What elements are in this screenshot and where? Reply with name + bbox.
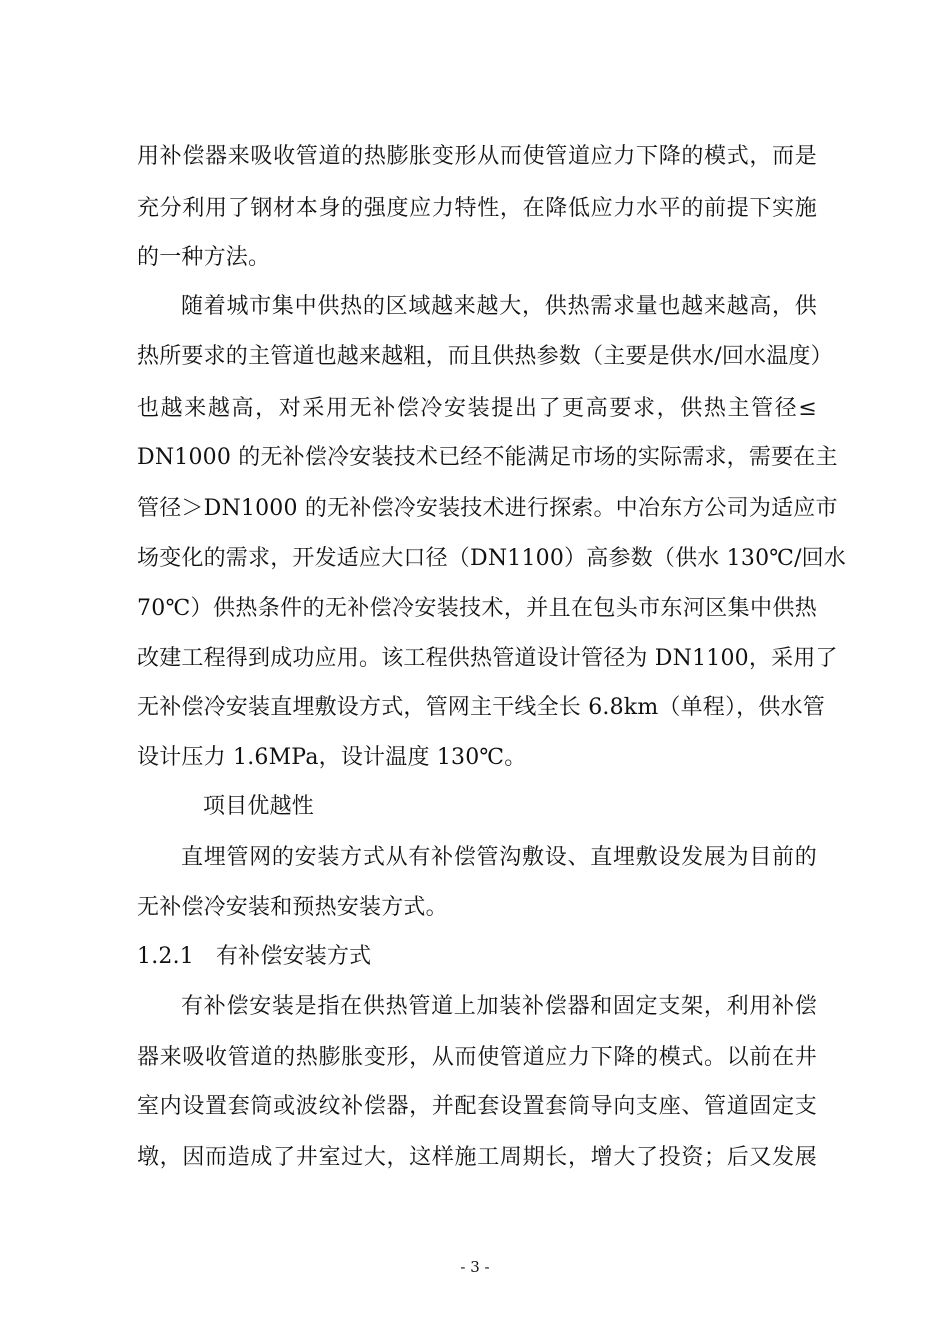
paragraph-line: 随着城市集中供热的区域越来越大，供热需求量也越来越高，供 [181,294,817,319]
paragraph-line: 墩，因而造成了井室过大，这样施工周期长，增大了投资；后又发展 [137,1145,817,1170]
paragraph-line: 场变化的需求，开发适应大口径（DN1100）高参数（供水 130℃/回水 [137,546,847,571]
paragraph-line: 充分利用了钢材本身的强度应力特性，在降低应力水平的前提下实施 [137,196,817,221]
paragraph-line: 室内设置套筒或波纹补偿器，并配套设置套筒导向支座、管道固定支 [137,1094,817,1119]
paragraph-line: 直埋管网的安装方式从有补偿管沟敷设、直埋敷设发展为目前的 [181,845,817,870]
paragraph-line: 管径＞DN1000 的无补偿冷安装技术进行探索。中冶东方公司为适应市 [137,496,838,521]
paragraph-line: 也越来越高，对采用无补偿冷安装提出了更高要求，供热主管径≤ [137,396,817,421]
paragraph-line: 70℃）供热条件的无补偿冷安装技术，并且在包头市东河区集中供热 [137,596,817,621]
paragraph-line: 的一种方法。 [137,245,271,270]
subsection-title: 有补偿安装方式 [215,944,372,969]
subsection-heading [137,944,537,970]
paragraph-line: 器来吸收管道的热膨胀变形，从而使管道应力下降的模式。以前在井 [137,1045,817,1070]
section-number: 1.2.1 [137,944,194,969]
paragraph-line: 改建工程得到成功应用。该工程供热管道设计管径为 DN1100，采用了 [137,646,838,671]
page-number: - 3 - [460,1258,490,1276]
section-heading: 项目优越性 [203,794,315,819]
paragraph-line: 有补偿安装是指在供热管道上加装补偿器和固定支架，利用补偿 [181,994,817,1019]
paragraph-line: 设计压力 1.6MPa，设计温度 130℃。 [137,745,527,770]
paragraph-line: DN1000 的无补偿冷安装技术已经不能满足市场的实际需求，需要在主 [137,445,838,470]
paragraph-line: 用补偿器来吸收管道的热膨胀变形从而使管道应力下降的模式，而是 [137,144,817,169]
paragraph-line: 无补偿冷安装直埋敷设方式，管网主干线全长 6.8km（单程），供水管 [137,695,825,720]
paragraph-line: 无补偿冷安装和预热安装方式。 [137,895,448,920]
paragraph-line: 热所要求的主管道也越来越粗，而且供热参数（主要是供水/回水温度） [137,344,833,369]
